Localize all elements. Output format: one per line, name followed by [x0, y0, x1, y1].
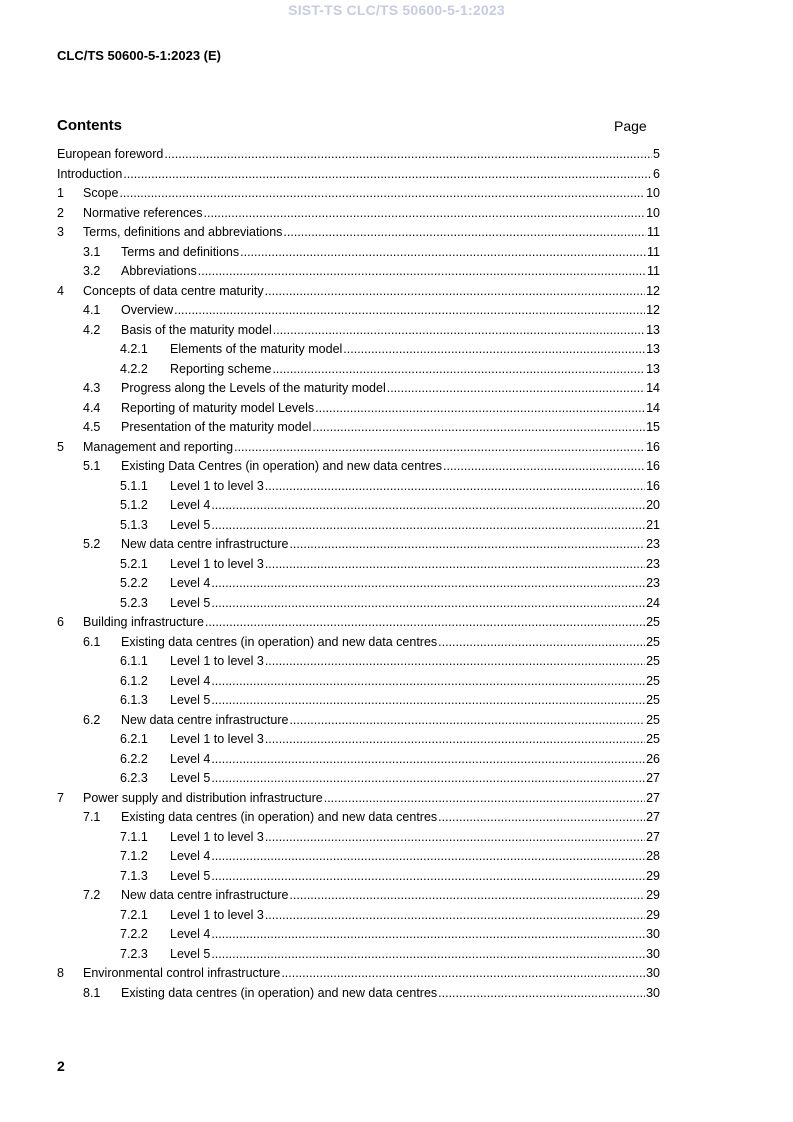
toc-entry-title: Elements of the maturity model [170, 342, 343, 356]
toc-entry[interactable] [57, 886, 660, 906]
toc-entry-number: 4.5 [83, 420, 101, 434]
toc-entry-title: Management and reporting [83, 439, 234, 454]
toc-entry-title: Level 4 [170, 673, 211, 688]
toc-entry-title: New data centre infrastructure [121, 888, 289, 902]
toc-entry-page: 28 [646, 849, 660, 863]
toc-entry[interactable] [57, 496, 660, 516]
toc-dot-leader [211, 750, 645, 770]
toc-entry[interactable] [57, 165, 660, 185]
toc-entry[interactable] [57, 184, 660, 204]
toc-entry-page: 16 [646, 439, 660, 454]
toc-entry-title: Level 4 [170, 927, 211, 941]
toc-entry-title: Level 1 to level 3 [170, 654, 264, 668]
toc-entry-number: 5.2.1 [120, 556, 148, 571]
toc-entry-title: Level 5 [170, 868, 211, 883]
table-of-contents [57, 145, 660, 1003]
page-number: 2 [57, 1058, 65, 1074]
toc-entry-title: Basis of the maturity model [121, 322, 272, 337]
toc-entry[interactable] [57, 418, 660, 438]
toc-dot-leader [315, 399, 645, 419]
toc-entry[interactable] [57, 691, 660, 711]
toc-entry-page: 10 [646, 205, 660, 220]
toc-entry-number: 6.1.3 [120, 693, 148, 707]
toc-entry[interactable] [57, 750, 660, 770]
toc-entry-page: 25 [646, 654, 660, 668]
toc-dot-leader [123, 165, 652, 185]
toc-dot-leader [198, 262, 646, 282]
toc-dot-leader [272, 360, 645, 380]
toc-entry-number: 8.1 [83, 985, 101, 1000]
toc-entry-page: 10 [646, 186, 660, 200]
toc-entry-title: Level 5 [170, 946, 211, 961]
toc-entry-number: 6.2.3 [120, 771, 148, 785]
toc-entry-page: 29 [646, 907, 660, 922]
toc-entry-number: 5.1.1 [120, 478, 148, 493]
toc-entry-page: 12 [646, 303, 660, 317]
toc-entry-title: Power supply and distribution infrastructure [83, 790, 323, 805]
toc-dot-leader [234, 438, 645, 458]
toc-entry[interactable] [57, 379, 660, 399]
toc-entry[interactable] [57, 243, 660, 263]
toc-dot-leader [438, 808, 645, 828]
toc-entry-page: 20 [646, 498, 660, 512]
toc-entry-page: 24 [646, 595, 660, 610]
toc-entry-page: 27 [646, 829, 660, 844]
toc-entry-title: Progress along the Levels of the maturity model [121, 381, 386, 395]
toc-entry-page: 23 [646, 576, 660, 590]
toc-entry-page: 27 [646, 771, 660, 785]
toc-entry-number: 2 [57, 205, 64, 220]
toc-entry[interactable] [57, 789, 660, 809]
toc-dot-leader [211, 945, 645, 965]
toc-entry-title: Reporting scheme [170, 361, 272, 376]
toc-entry-page: 25 [646, 634, 660, 649]
toc-entry-title: Overview [121, 303, 174, 317]
toc-entry-number: 7.1.3 [120, 868, 148, 883]
toc-dot-leader [265, 730, 645, 750]
toc-entry-page: 25 [646, 732, 660, 746]
toc-entry-number: 6 [57, 615, 64, 629]
toc-dot-leader [211, 925, 645, 945]
toc-entry-page: 30 [646, 927, 660, 941]
page-column-heading: Page [614, 118, 647, 134]
toc-entry-number: 4.2 [83, 322, 101, 337]
toc-dot-leader [438, 633, 645, 653]
toc-entry[interactable] [57, 906, 660, 926]
toc-entry-title: Level 1 to level 3 [170, 829, 264, 844]
toc-dot-leader [211, 847, 645, 867]
toc-dot-leader [387, 379, 645, 399]
toc-entry-page: 15 [646, 420, 660, 434]
toc-entry-number: 4.4 [83, 400, 101, 415]
toc-entry-title: Level 5 [170, 517, 211, 532]
toc-entry-title: Environmental control infrastructure [83, 966, 281, 980]
toc-entry[interactable] [57, 964, 660, 984]
toc-entry-page: 13 [646, 322, 660, 337]
toc-entry-number: 5 [57, 439, 64, 454]
toc-entry[interactable] [57, 360, 660, 380]
toc-entry-title: Presentation of the maturity model [121, 420, 312, 434]
toc-entry-number: 7.1.1 [120, 829, 148, 844]
toc-entry-page: 30 [646, 946, 660, 961]
toc-entry-page: 23 [646, 537, 660, 551]
toc-dot-leader [119, 184, 645, 204]
toc-entry[interactable] [57, 613, 660, 633]
toc-entry-title: Level 1 to level 3 [170, 732, 264, 746]
toc-entry-number: 3.2 [83, 264, 101, 278]
watermark: SIST-TS CLC/TS 50600-5-1:2023 [288, 2, 505, 18]
document-id: CLC/TS 50600-5-1:2023 (E) [57, 48, 222, 63]
toc-entry[interactable] [57, 867, 660, 887]
toc-entry-number: 1 [57, 186, 64, 200]
toc-entry-number: 5.1 [83, 459, 101, 473]
toc-entry-title: Terms, definitions and abbreviations [83, 225, 283, 239]
toc-entry[interactable] [57, 340, 660, 360]
toc-entry-title: Existing Data Centres (in operation) and new data centres [121, 459, 443, 473]
toc-entry-number: 7 [57, 790, 64, 805]
toc-entry-number: 5.1.2 [120, 498, 148, 512]
toc-entry-title: New data centre infrastructure [121, 537, 289, 551]
toc-entry[interactable] [57, 730, 660, 750]
toc-entry-page: 29 [646, 888, 660, 902]
toc-entry-page: 23 [646, 556, 660, 571]
toc-entry-number: 6.2.1 [120, 732, 148, 746]
toc-entry-title: Normative references [83, 205, 203, 220]
toc-entry[interactable] [57, 535, 660, 555]
toc-entry-number: 7.2.1 [120, 907, 148, 922]
toc-entry[interactable] [57, 457, 660, 477]
toc-dot-leader [312, 418, 645, 438]
toc-entry[interactable] [57, 223, 660, 243]
toc-entry-title: Existing data centres (in operation) and new data centres [121, 634, 438, 649]
toc-entry-title: Terms and definitions [121, 244, 240, 259]
toc-entry-number: 4 [57, 283, 64, 298]
toc-entry-number: 6.1.1 [120, 654, 148, 668]
toc-entry[interactable] [57, 984, 660, 1004]
toc-dot-leader [205, 613, 645, 633]
toc-dot-leader [289, 535, 645, 555]
toc-entry[interactable] [57, 438, 660, 458]
toc-entry-number: 4.2.2 [120, 361, 148, 376]
toc-entry-title: Level 5 [170, 771, 211, 785]
toc-entry-title: Reporting of maturity model Levels [121, 400, 315, 415]
toc-entry-title: New data centre infrastructure [121, 712, 289, 727]
toc-entry[interactable] [57, 204, 660, 224]
toc-entry-number: 6.2 [83, 712, 101, 727]
toc-entry-title: Concepts of data centre maturity [83, 283, 264, 298]
toc-entry-page: 13 [646, 361, 660, 376]
toc-entry-page: 25 [646, 712, 660, 727]
toc-entry[interactable] [57, 477, 660, 497]
toc-dot-leader [164, 145, 652, 165]
toc-dot-leader [438, 984, 645, 1004]
toc-entry[interactable] [57, 516, 660, 536]
toc-entry[interactable] [57, 769, 660, 789]
toc-entry-title: Abbreviations [121, 264, 197, 278]
toc-entry-title: Existing data centres (in operation) and new data centres [121, 985, 438, 1000]
toc-dot-leader [265, 555, 645, 575]
toc-entry[interactable] [57, 399, 660, 419]
toc-dot-leader [211, 574, 645, 594]
toc-dot-leader [211, 496, 645, 516]
toc-entry-number: 7.2.3 [120, 946, 148, 961]
toc-entry-title: Level 1 to level 3 [170, 556, 264, 571]
toc-entry[interactable] [57, 145, 660, 165]
toc-dot-leader [211, 867, 645, 887]
toc-dot-leader [289, 711, 645, 731]
toc-entry-number: 6.1 [83, 634, 101, 649]
toc-dot-leader [283, 223, 646, 243]
toc-entry-number: 6.1.2 [120, 673, 148, 688]
toc-entry-number: 4.3 [83, 381, 101, 395]
toc-entry-number: 6.2.2 [120, 751, 148, 766]
toc-entry-title: Level 1 to level 3 [170, 478, 264, 493]
toc-entry-title: Introduction [57, 166, 123, 181]
toc-entry-page: 6 [653, 166, 660, 181]
toc-entry-number: 5.2 [83, 537, 101, 551]
toc-entry[interactable] [57, 828, 660, 848]
toc-entry-title: Level 4 [170, 576, 211, 590]
toc-entry[interactable] [57, 282, 660, 302]
toc-dot-leader [240, 243, 646, 263]
toc-dot-leader [211, 594, 645, 614]
toc-entry-page: 11 [647, 264, 660, 278]
toc-entry-title: Level 4 [170, 751, 211, 766]
toc-entry[interactable] [57, 945, 660, 965]
toc-entry-page: 27 [646, 810, 660, 824]
toc-entry-number: 5.1.3 [120, 517, 148, 532]
toc-entry[interactable] [57, 574, 660, 594]
toc-entry-title: Building infrastructure [83, 615, 204, 629]
toc-entry-number: 3.1 [83, 244, 101, 259]
toc-entry[interactable] [57, 301, 660, 321]
toc-entry-page: 26 [646, 751, 660, 766]
toc-dot-leader [281, 964, 645, 984]
toc-entry-number: 5.2.3 [120, 595, 148, 610]
toc-entry-page: 25 [646, 615, 660, 629]
toc-dot-leader [265, 652, 645, 672]
toc-dot-leader [211, 691, 645, 711]
toc-entry[interactable] [57, 672, 660, 692]
toc-dot-leader [265, 906, 645, 926]
toc-entry[interactable] [57, 633, 660, 653]
toc-entry-number: 7.1.2 [120, 849, 148, 863]
toc-entry-page: 25 [646, 693, 660, 707]
toc-dot-leader [265, 828, 645, 848]
toc-entry-title: Level 5 [170, 595, 211, 610]
toc-entry-page: 16 [646, 478, 660, 493]
toc-entry-number: 5.2.2 [120, 576, 148, 590]
toc-entry-title: Level 5 [170, 693, 211, 707]
toc-entry-number: 4.1 [83, 303, 101, 317]
toc-entry-title: Level 1 to level 3 [170, 907, 264, 922]
toc-dot-leader [204, 204, 646, 224]
toc-entry[interactable] [57, 847, 660, 867]
toc-entry[interactable] [57, 555, 660, 575]
toc-entry-page: 27 [646, 790, 660, 805]
toc-entry-page: 5 [653, 147, 660, 161]
toc-entry-number: 8 [57, 966, 64, 980]
toc-entry[interactable] [57, 262, 660, 282]
toc-dot-leader [211, 672, 645, 692]
toc-entry-page: 14 [646, 381, 660, 395]
toc-entry-page: 13 [646, 342, 660, 356]
toc-entry-page: 25 [646, 673, 660, 688]
toc-dot-leader [265, 282, 645, 302]
toc-dot-leader [443, 457, 645, 477]
toc-entry-page: 30 [646, 985, 660, 1000]
toc-entry[interactable] [57, 711, 660, 731]
toc-dot-leader [289, 886, 645, 906]
toc-entry-page: 14 [646, 400, 660, 415]
toc-entry-page: 12 [646, 283, 660, 298]
toc-entry[interactable] [57, 925, 660, 945]
toc-dot-leader [343, 340, 645, 360]
toc-entry-number: 4.2.1 [120, 342, 148, 356]
toc-dot-leader [273, 321, 645, 341]
toc-entry-number: 7.2 [83, 888, 101, 902]
toc-dot-leader [211, 516, 645, 536]
toc-entry-number: 7.2.2 [120, 927, 148, 941]
contents-title: Contents [57, 117, 122, 134]
toc-entry-number: 3 [57, 225, 64, 239]
toc-dot-leader [211, 769, 645, 789]
toc-entry-page: 29 [646, 868, 660, 883]
toc-entry-page: 21 [646, 517, 660, 532]
toc-entry-title: European foreword [57, 147, 164, 161]
toc-entry-number: 7.1 [83, 810, 101, 824]
toc-entry-page: 11 [647, 225, 660, 239]
toc-entry-title: Scope [83, 186, 119, 200]
toc-entry[interactable] [57, 594, 660, 614]
toc-entry-title: Level 4 [170, 498, 211, 512]
toc-entry[interactable] [57, 808, 660, 828]
toc-entry-title: Existing data centres (in operation) and new data centres [121, 810, 438, 824]
toc-entry[interactable] [57, 652, 660, 672]
toc-entry-page: 30 [646, 966, 660, 980]
toc-entry-title: Level 4 [170, 849, 211, 863]
toc-dot-leader [324, 789, 645, 809]
toc-entry[interactable] [57, 321, 660, 341]
toc-entry-page: 16 [646, 459, 660, 473]
toc-entry-page: 11 [647, 244, 660, 259]
toc-dot-leader [265, 477, 645, 497]
toc-dot-leader [174, 301, 645, 321]
